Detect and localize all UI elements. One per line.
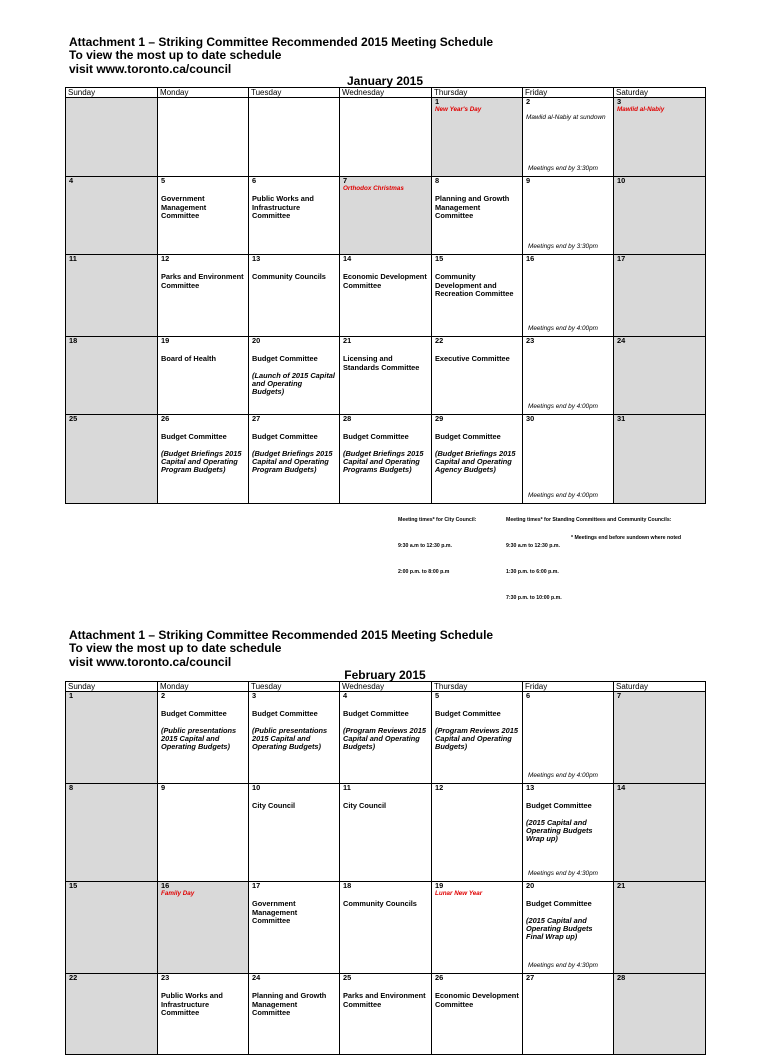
calendar-week-row [66, 882, 706, 974]
day-number: 15 [435, 254, 444, 263]
calendar-day-cell [340, 974, 432, 1055]
day-number: 27 [252, 414, 261, 423]
meeting-event: Community Development and Recreation Committee [435, 272, 514, 299]
meeting-event: Budget Committee [343, 709, 409, 718]
meeting-event: Community Councils [343, 899, 417, 908]
month-title-february: February 2015 [344, 668, 426, 682]
meeting-event: City Council [343, 801, 387, 810]
day-number: 23 [526, 336, 535, 345]
day-number: 23 [161, 973, 170, 982]
calendar-day-cell [249, 415, 340, 504]
holiday-label: Mawlid al-Nabiy [617, 106, 665, 113]
day-number: 12 [161, 254, 170, 263]
calendar-day-cell [432, 974, 523, 1055]
calendar-day-cell [523, 784, 614, 882]
day-number: 22 [69, 973, 78, 982]
meeting-event: Public Works and Infrastructure Committee [161, 991, 223, 1018]
calendar-day-cell [158, 255, 249, 337]
meeting-event: Parks and Environment Committee [343, 991, 426, 1009]
calendar-week-row [66, 784, 706, 882]
day-number: 19 [161, 336, 170, 345]
weekday-label: Thursday [432, 682, 523, 692]
calendar-day-cell [432, 177, 523, 255]
calendar-day-cell [432, 882, 523, 974]
day-number: 14 [617, 783, 626, 792]
month-title-january: January 2015 [346, 74, 424, 88]
calendar-week-row [66, 337, 706, 415]
event-note: (2015 Capital and Operating Budgets Wrap up) [526, 817, 593, 844]
observance-note: Mawlid al-Nabiy at sundown [526, 114, 606, 121]
day-number: 20 [252, 336, 261, 345]
weekday-label: Sunday [66, 682, 158, 692]
meeting-event: Budget Committee [435, 432, 501, 441]
calendar-february [65, 681, 706, 1055]
day-number: 31 [617, 414, 626, 423]
day-number: 8 [435, 176, 440, 185]
holiday-label: Family Day [161, 890, 195, 897]
weekday-label: Monday [158, 682, 249, 692]
event-note: (Budget Briefings 2015 Capital and Operating Agency Budgets) [435, 448, 516, 475]
header-title: Attachment 1 – Striking Committee Recommended 2015 Meeting Schedule [69, 35, 494, 49]
calendar-day-cell [432, 784, 523, 882]
meeting-event: Budget Committee [161, 709, 227, 718]
day-number: 2 [161, 691, 166, 700]
weekday-label: Tuesday [249, 682, 340, 692]
day-number: 11 [343, 783, 351, 792]
weekday-label: Saturday [614, 682, 706, 692]
event-note: (Launch of 2015 Capital and Operating Budgets) [252, 370, 335, 397]
council-meeting-times [398, 499, 476, 585]
meeting-event: Budget Committee [161, 432, 227, 441]
holiday-label: Lunar New Year [435, 890, 483, 897]
day-number: 15 [69, 881, 78, 890]
meetings-end-note: Meetings end by 4:00pm [528, 325, 598, 332]
weekday-label: Tuesday [249, 88, 340, 98]
calendar-week-row [66, 255, 706, 337]
day-number: 17 [617, 254, 626, 263]
calendar-day-cell [432, 337, 523, 415]
weekday-header-row [66, 88, 706, 98]
calendar-day-cell [66, 177, 158, 255]
calendar-day-cell [340, 98, 432, 177]
meeting-event: City Council [252, 801, 296, 810]
calendar-day-cell [523, 337, 614, 415]
calendar-day-cell [66, 692, 158, 784]
meetings-end-note: Meetings end by 3:30pm [528, 243, 598, 250]
calendar-day-cell [158, 415, 249, 504]
council-times-line: 9:30 a.m to 12:30 p.m. [398, 542, 452, 549]
day-number: 10 [617, 176, 626, 185]
council-times-line: 2:00 p.m. to 8:00 p.m [398, 568, 450, 575]
day-number: 4 [69, 176, 74, 185]
day-number: 24 [617, 336, 626, 345]
committee-times-line: 9:30 a.m to 12:30 p.m. [506, 542, 560, 549]
weekday-label: Sunday [66, 88, 158, 98]
calendar-day-cell [249, 784, 340, 882]
header-subtitle: To view the most up to date schedule [69, 641, 282, 656]
calendar-day-cell [158, 882, 249, 974]
day-number: 21 [343, 336, 352, 345]
day-number: 10 [252, 783, 261, 792]
meeting-event: Budget Committee [526, 801, 592, 810]
calendar-day-cell [66, 415, 158, 504]
event-note: (2015 Capital and Operating Budgets Final Wrap up) [526, 915, 593, 942]
calendar-day-cell [340, 784, 432, 882]
day-number: 19 [435, 881, 444, 890]
calendar-day-cell [614, 255, 706, 337]
meeting-event: Parks and Environment Committee [161, 272, 244, 290]
day-number: 20 [526, 881, 535, 890]
weekday-label: Wednesday [340, 88, 432, 98]
day-number: 22 [435, 336, 444, 345]
sundown-footnote: * Meetings end before sundown where noted [571, 535, 682, 541]
day-number: 18 [343, 881, 352, 890]
day-number: 17 [252, 881, 261, 890]
page-header-february [69, 629, 749, 669]
committee-meeting-times [506, 499, 671, 611]
day-number: 26 [435, 973, 444, 982]
meeting-event: Licensing and Standards Committee [343, 354, 420, 372]
calendar-day-cell [340, 692, 432, 784]
event-note: (Public presentations 2015 Capital and Operating Budgets) [252, 725, 328, 752]
header-url: visit www.toronto.ca/council [69, 654, 232, 669]
day-number: 7 [343, 176, 348, 185]
calendar-day-cell [158, 784, 249, 882]
weekday-label: Thursday [432, 88, 523, 98]
calendar-day-cell [432, 692, 523, 784]
calendar-january [65, 87, 706, 504]
calendar-day-cell [249, 98, 340, 177]
calendar-day-cell [614, 415, 706, 504]
meetings-end-note: Meetings end by 4:00pm [528, 772, 598, 779]
holiday-label: New Year's Day [435, 106, 482, 113]
calendar-day-cell [340, 177, 432, 255]
meetings-end-note: Meetings end by 3:30pm [528, 165, 598, 172]
calendar-day-cell [158, 337, 249, 415]
day-number: 9 [526, 176, 531, 185]
meeting-event: Budget Committee [526, 899, 592, 908]
weekday-label: Wednesday [340, 682, 432, 692]
weekday-label: Saturday [614, 88, 706, 98]
calendar-day-cell [614, 882, 706, 974]
meeting-event: Budget Committee [252, 354, 318, 363]
day-number: 4 [343, 691, 348, 700]
page-header-january [69, 36, 749, 76]
calendar-day-cell [614, 692, 706, 784]
calendar-week-row [66, 974, 706, 1055]
calendar-day-cell [158, 177, 249, 255]
meeting-event: Planning and Growth Management Committee [435, 194, 510, 221]
calendar-week-row [66, 177, 706, 255]
calendar-day-cell [614, 784, 706, 882]
day-number: 25 [343, 973, 352, 982]
calendar-day-cell [523, 177, 614, 255]
event-note: (Budget Briefings 2015 Capital and Operating Program Budgets) [252, 448, 333, 475]
day-number: 28 [343, 414, 352, 423]
day-number: 2 [526, 97, 531, 106]
day-number: 1 [435, 97, 440, 106]
header-url: visit www.toronto.ca/council [69, 61, 232, 76]
calendar-day-cell [614, 974, 706, 1055]
calendar-day-cell [614, 177, 706, 255]
calendar-day-cell [66, 882, 158, 974]
weekday-label: Friday [523, 88, 614, 98]
calendar-day-cell [66, 784, 158, 882]
day-number: 21 [617, 881, 626, 890]
meeting-event: Community Councils [252, 272, 326, 281]
calendar-day-cell [249, 692, 340, 784]
day-number: 12 [435, 783, 444, 792]
day-number: 5 [435, 691, 440, 700]
calendar-day-cell [249, 337, 340, 415]
calendar-day-cell [523, 692, 614, 784]
calendar-week-row [66, 98, 706, 177]
day-number: 6 [526, 691, 531, 700]
meeting-event: Budget Committee [252, 432, 318, 441]
meeting-event: Board of Health [161, 354, 217, 363]
event-note: (Program Reviews 2015 Capital and Operating Budgets) [343, 725, 426, 752]
day-number: 16 [526, 254, 535, 263]
meeting-event: Budget Committee [343, 432, 409, 441]
event-note: (Public presentations 2015 Capital and Operating Budgets) [161, 725, 237, 752]
event-note: (Budget Briefings 2015 Capital and Operating Program Budgets) [161, 448, 242, 475]
calendar-day-cell [614, 337, 706, 415]
calendar-week-row [66, 692, 706, 784]
council-times-title: Meeting times* for City Council: [398, 517, 477, 524]
header-subtitle: To view the most up to date schedule [69, 48, 282, 63]
calendar-day-cell [249, 177, 340, 255]
meeting-event: Planning and Growth Management Committee [252, 991, 327, 1018]
calendar-day-cell [432, 98, 523, 177]
calendar-day-cell [523, 882, 614, 974]
day-number: 14 [343, 254, 352, 263]
calendar-day-cell [66, 337, 158, 415]
day-number: 11 [69, 254, 77, 263]
day-number: 25 [69, 414, 78, 423]
committee-times-line: 7:30 p.m. to 10:00 p.m. [506, 594, 562, 601]
day-number: 3 [617, 97, 622, 106]
calendar-day-cell [523, 974, 614, 1055]
calendar-day-cell [614, 98, 706, 177]
calendar-day-cell [249, 882, 340, 974]
committee-times-line: 1:30 p.m. to 6:00 p.m. [506, 568, 559, 575]
day-number: 3 [252, 691, 257, 700]
meetings-end-note: Meetings end by 4:30pm [528, 962, 598, 969]
day-number: 16 [161, 881, 170, 890]
day-number: 9 [161, 783, 166, 792]
day-number: 24 [252, 973, 261, 982]
day-number: 28 [617, 973, 626, 982]
event-note: (Budget Briefings 2015 Capital and Operating Programs Budgets) [343, 448, 424, 475]
calendar-day-cell [158, 98, 249, 177]
weekday-header-row [66, 682, 706, 692]
event-note: (Program Reviews 2015 Capital and Operating Budgets) [435, 725, 518, 752]
meetings-end-note: Meetings end by 4:00pm [528, 403, 598, 410]
day-number: 27 [526, 973, 535, 982]
meeting-event: Budget Committee [435, 709, 501, 718]
calendar-day-cell [432, 415, 523, 504]
calendar-day-cell [523, 415, 614, 504]
day-number: 1 [69, 691, 74, 700]
calendar-day-cell [340, 255, 432, 337]
weekday-label: Friday [523, 682, 614, 692]
committee-times-title: Meeting times* for Standing Committees and Community Councils: [506, 517, 672, 524]
calendar-day-cell [249, 974, 340, 1055]
meeting-event: Government Management Committee [161, 194, 207, 221]
day-number: 29 [435, 414, 444, 423]
meetings-end-note: Meetings end by 4:00pm [528, 492, 598, 499]
meeting-event: Economic Development Committee [343, 272, 427, 290]
weekday-label: Monday [158, 88, 249, 98]
day-number: 13 [252, 254, 261, 263]
holiday-label: Orthodox Christmas [343, 185, 404, 192]
calendar-day-cell [340, 882, 432, 974]
calendar-day-cell [158, 974, 249, 1055]
calendar-day-cell [66, 255, 158, 337]
meetings-end-note: Meetings end by 4:30pm [528, 870, 598, 877]
calendar-day-cell [158, 692, 249, 784]
calendar-day-cell [432, 255, 523, 337]
header-title: Attachment 1 – Striking Committee Recommended 2015 Meeting Schedule [69, 628, 494, 642]
calendar-day-cell [66, 974, 158, 1055]
calendar-day-cell [523, 98, 614, 177]
calendar-day-cell [340, 415, 432, 504]
calendar-day-cell [66, 98, 158, 177]
day-number: 13 [526, 783, 535, 792]
meeting-event: Economic Development Committee [435, 991, 519, 1009]
day-number: 7 [617, 691, 622, 700]
calendar-day-cell [523, 255, 614, 337]
day-number: 18 [69, 336, 78, 345]
meeting-event: Government Management Committee [252, 899, 298, 926]
calendar-week-row [66, 415, 706, 504]
meeting-event: Budget Committee [252, 709, 318, 718]
day-number: 5 [161, 176, 166, 185]
day-number: 6 [252, 176, 257, 185]
meeting-event: Public Works and Infrastructure Committee [252, 194, 314, 221]
day-number: 26 [161, 414, 170, 423]
day-number: 30 [526, 414, 535, 423]
day-number: 8 [69, 783, 74, 792]
calendar-day-cell [249, 255, 340, 337]
calendar-day-cell [340, 337, 432, 415]
meeting-event: Executive Committee [435, 354, 510, 363]
